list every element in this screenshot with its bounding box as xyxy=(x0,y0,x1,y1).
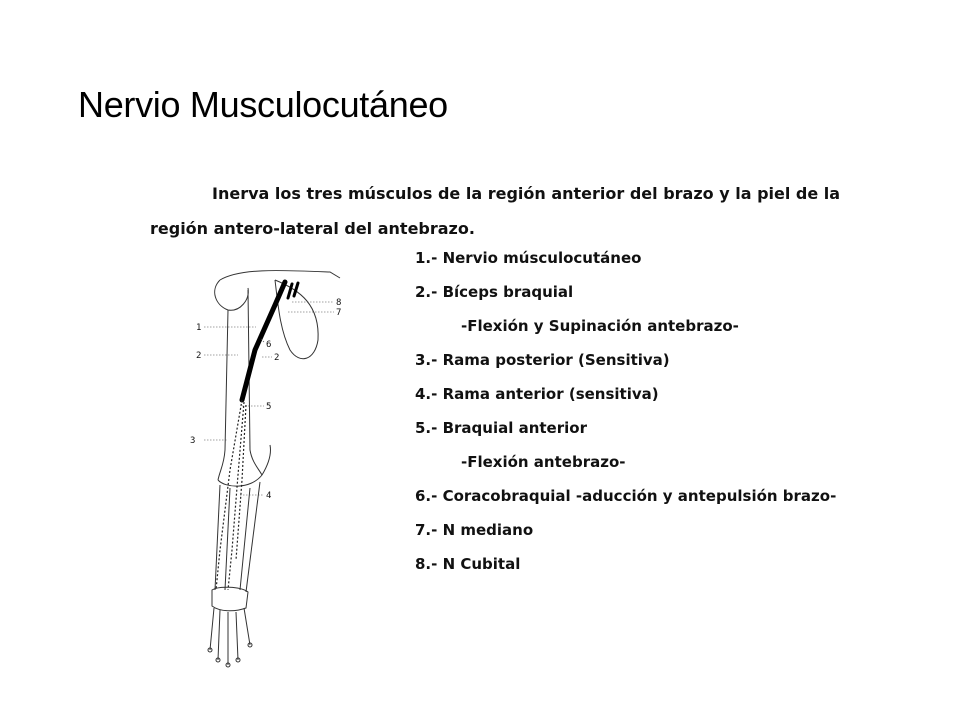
figure-label-5: 5 xyxy=(266,402,272,412)
hand-fingers xyxy=(210,608,250,665)
anterior-branch-dotted xyxy=(228,402,244,590)
humerus-right-edge xyxy=(248,290,262,475)
arm-nerve-illustration xyxy=(180,250,360,680)
arm-nerve-svg xyxy=(180,250,360,680)
humeral-head-outline xyxy=(215,280,249,310)
intro-text xyxy=(150,176,940,246)
legend-item-7: 7.- N mediano xyxy=(415,521,534,539)
legend-item-6: 6.- Coracobraquial -aducción y antepulsión brazo- xyxy=(415,487,837,505)
elbow-outline xyxy=(218,445,271,486)
humerus-left-edge xyxy=(218,310,228,480)
intro-line-1: Inerva los tres músculos de la región anterior del brazo y la piel de la xyxy=(212,184,841,203)
legend-item-3: 3.- Rama posterior (Sensitiva) xyxy=(415,351,670,369)
wrist-outline xyxy=(212,587,248,611)
clavicle-outline xyxy=(220,270,340,280)
legend-subitem-biceps-function: -Flexión y Supinación antebrazo- xyxy=(461,317,739,335)
slide-title: Nervio Musculocutáneo xyxy=(78,84,448,125)
figure-label-3: 3 xyxy=(190,436,196,446)
figure-label-4: 4 xyxy=(266,491,272,501)
figure-label-8: 8 xyxy=(336,298,342,308)
legend-item-8: 8.- N Cubital xyxy=(415,555,521,573)
figure-label-2-left: 2 xyxy=(196,351,202,361)
legend-item-1: 1.- Nervio músculocutáneo xyxy=(415,249,642,267)
legend-item-5: 5.- Braquial anterior xyxy=(415,419,587,437)
figure-label-7: 7 xyxy=(336,308,342,318)
ulna-right xyxy=(246,482,260,592)
figure-label-1: 1 xyxy=(196,323,202,333)
legend-item-4: 4.- Rama anterior (sensitiva) xyxy=(415,385,659,403)
legend-list xyxy=(415,248,836,588)
legend-item-2: 2.- Bíceps braquial xyxy=(415,283,574,301)
legend-subitem-braquial-function: -Flexión antebrazo- xyxy=(461,453,626,471)
nerve-root-b xyxy=(294,283,298,296)
figure-label-6: 6 xyxy=(266,340,272,350)
figure-label-2-right: 2 xyxy=(274,353,280,363)
intro-line-2: región antero-lateral del antebrazo. xyxy=(150,219,475,238)
